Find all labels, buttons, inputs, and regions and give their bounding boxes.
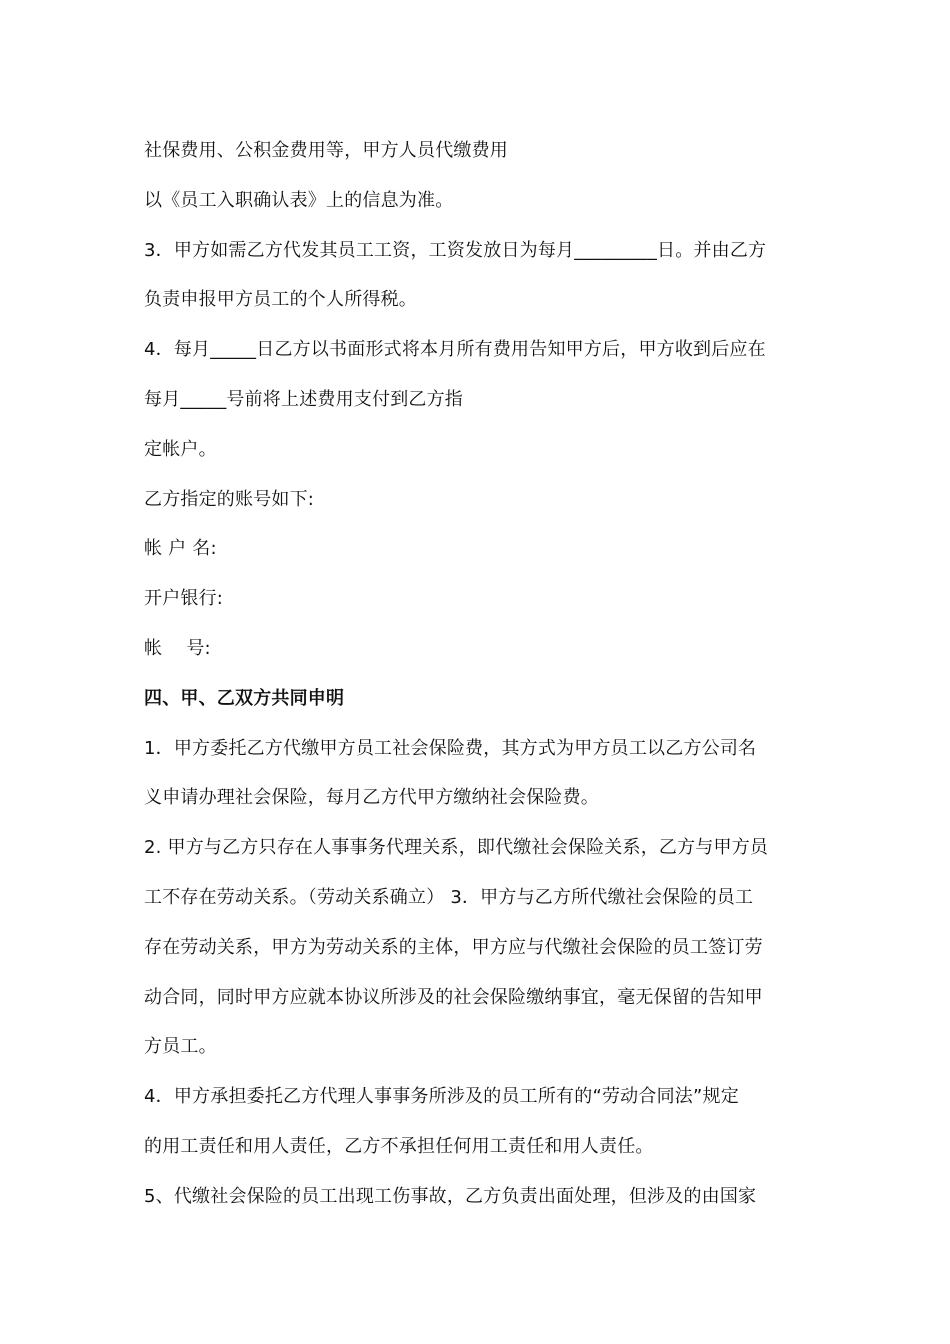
clause-1-line: 1．甲方委托乙方代缴甲方员工社会保险费，其方式为甲方员工以乙方公司名	[144, 737, 757, 759]
text-line: 方员工。	[144, 1036, 217, 1058]
text-line: 义申请办理社会保险，每月乙方代甲方缴纳社会保险费。	[144, 787, 599, 809]
text-line: 每月_____号前将上述费用支付到乙方指	[144, 388, 463, 410]
text-line: 以《员工入职确认表》上的信息为准。	[144, 189, 454, 211]
text-line: 动合同，同时甲方应就本协议所涉及的社会保险缴纳事宜，毫无保留的告知甲	[144, 986, 763, 1008]
account-intro-line: 乙方指定的账号如下:	[144, 488, 315, 510]
text-line: 负责申报甲方员工的个人所得税。	[144, 289, 417, 311]
section-heading: 四、甲、乙双方共同申明	[144, 687, 345, 709]
account-name-label: 帐 户 名:	[144, 538, 217, 560]
clause-4-statement-line: 4．甲方承担委托乙方代理人事事务所涉及的员工所有的“劳动合同法”规定	[144, 1086, 739, 1108]
clause-3-line: 3．甲方如需乙方代发其员工工资，工资发放日为每月_________日。并由乙方	[144, 239, 767, 261]
text-line: 社保费用、公积金费用等，甲方人员代缴费用	[144, 140, 508, 161]
text-line: 定帐户。	[144, 438, 217, 460]
text-line: 工不存在劳动关系。（劳动关系确立） 3．甲方与乙方所代缴社会保险的员工	[144, 886, 754, 908]
text-line: 的用工责任和用人责任，乙方不承担任何用工责任和用人责任。	[144, 1135, 654, 1157]
bank-label: 开户银行:	[144, 588, 224, 610]
clause-4-line: 4．每月_____日乙方以书面形式将本月所有费用告知甲方后，甲方收到后应在	[144, 339, 766, 361]
document-body	[144, 126, 824, 1222]
text-line: 存在劳动关系，甲方为劳动关系的主体，甲方应与代缴社会保险的员工签订劳	[144, 936, 763, 958]
clause-5-line: 5、代缴社会保险的员工出现工伤事故，乙方负责出面处理，但涉及的由国家	[144, 1185, 757, 1207]
clause-2-line: 2. 甲方与乙方只存在人事事务代理关系，即代缴社会保险关系，乙方与甲方员	[144, 837, 769, 859]
account-number-label: 帐 号:	[144, 637, 211, 659]
